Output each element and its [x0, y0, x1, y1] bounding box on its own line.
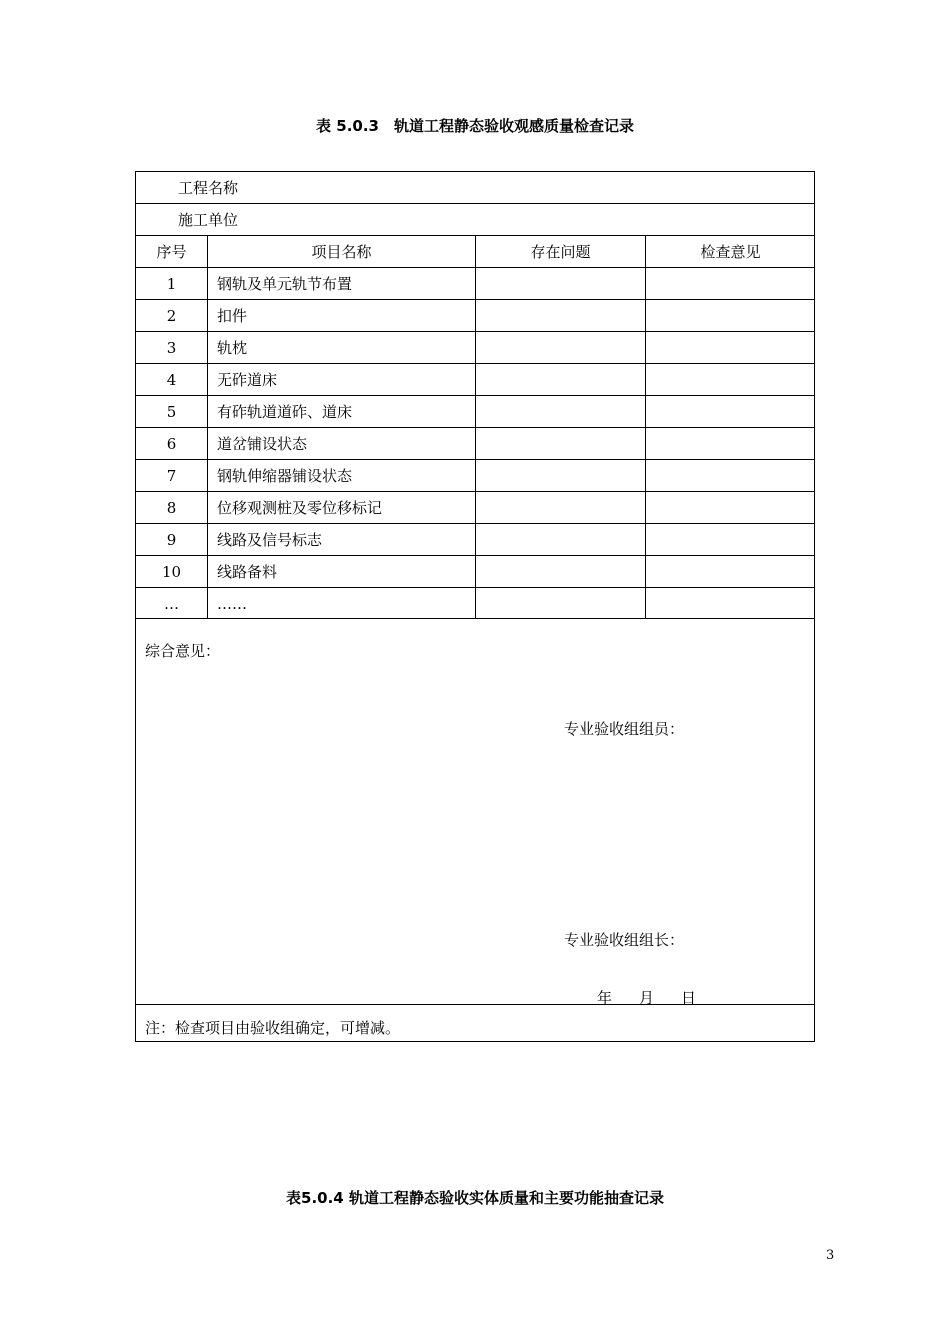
row-seq: 10	[161, 563, 182, 581]
overall-opinion-label: 综合意见：	[145, 642, 221, 660]
leader-signature-label: 专业验收组组长：	[564, 931, 685, 949]
row-item-name: 无砟道床	[217, 371, 278, 389]
row-seq: …	[164, 595, 179, 613]
row-item-name: 道岔铺设状态	[217, 435, 308, 453]
row-item-name: 扣件	[217, 307, 248, 325]
next-table-title: 表5.0.4 轨道工程静态验收实体质量和主要功能抽查记录	[286, 1189, 664, 1207]
project-name-label: 工程名称	[178, 179, 239, 197]
header-item: 项目名称	[311, 243, 372, 261]
row-seq: 6	[166, 435, 177, 453]
row-seq: 3	[166, 339, 177, 357]
table-title: 表 5.0.3 轨道工程静态验收观感质量检查记录	[316, 117, 634, 135]
divider	[136, 1004, 814, 1005]
column-divider	[645, 235, 646, 618]
header-seq: 序号	[156, 243, 187, 261]
page-number: 3	[826, 1248, 835, 1263]
column-divider	[475, 235, 476, 618]
header-problem: 存在问题	[530, 243, 591, 261]
date-month-label: 月	[639, 989, 655, 1007]
row-seq: 7	[166, 467, 177, 485]
row-item-name: 轨枕	[217, 339, 248, 357]
row-item-name: 位移观测桩及零位移标记	[217, 499, 383, 517]
date-year-label: 年	[597, 989, 613, 1007]
row-item-name: ……	[217, 595, 247, 613]
row-seq: 4	[166, 371, 177, 389]
footnote: 注：检查项目由验收组确定，可增减。	[145, 1019, 401, 1037]
row-seq: 5	[166, 403, 177, 421]
inspection-form	[135, 171, 815, 1042]
row-seq: 2	[166, 307, 177, 325]
row-item-name: 线路备料	[217, 563, 278, 581]
row-item-name: 线路及信号标志	[217, 531, 323, 549]
row-seq: 9	[166, 531, 177, 549]
row-seq: 8	[166, 499, 177, 517]
row-seq: 1	[166, 275, 177, 293]
column-divider	[207, 235, 208, 618]
header-opinion: 检查意见	[700, 243, 761, 261]
member-signature-label: 专业验收组组员：	[564, 720, 685, 738]
row-item-name: 钢轨及单元轨节布置	[217, 275, 353, 293]
construction-unit-label: 施工单位	[178, 211, 239, 229]
row-item-name: 钢轨伸缩器铺设状态	[217, 467, 353, 485]
row-item-name: 有砟轨道道砟、道床	[217, 403, 353, 421]
date-day-label: 日	[681, 989, 697, 1007]
